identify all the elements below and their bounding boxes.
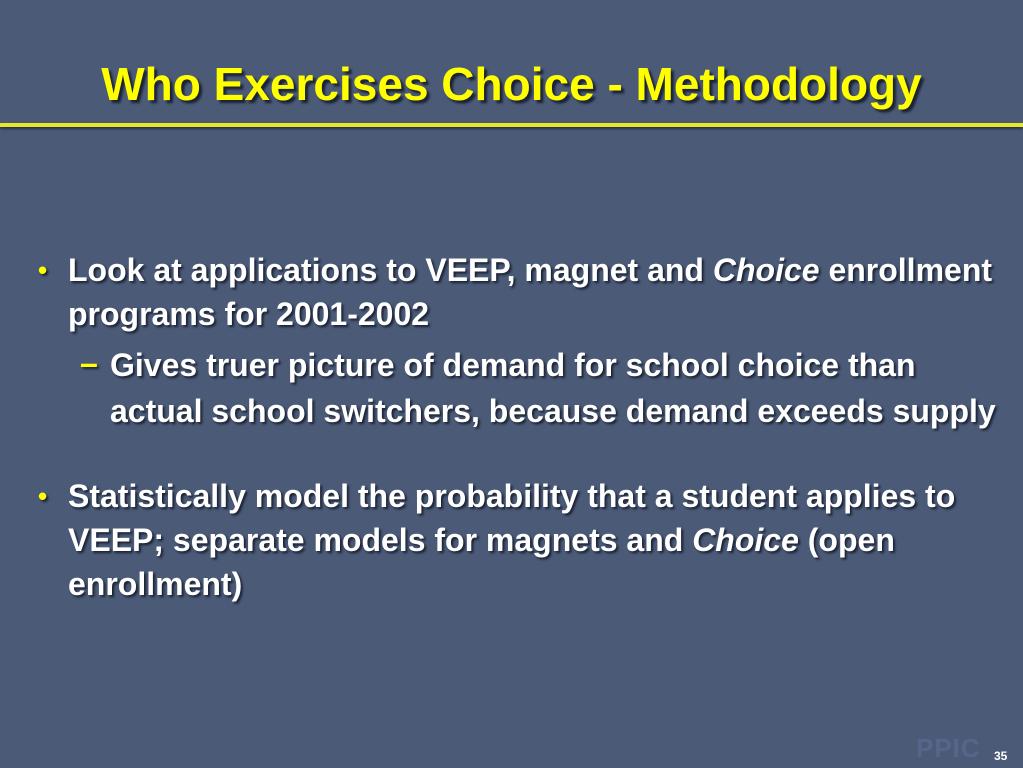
title-underline bbox=[0, 123, 1023, 127]
bullet-text-continued: (open enrollment) bbox=[68, 522, 895, 602]
slide-title: Who Exercises Choice - Methodology bbox=[101, 58, 922, 110]
bullet-text: Look at applications to VEEP, magnet and bbox=[68, 252, 713, 288]
sub-bullet-item bbox=[80, 342, 996, 434]
bullet-item bbox=[36, 248, 996, 336]
bullet-dot-icon: • bbox=[38, 255, 48, 285]
bullet-text-continued: enrollment programs for 2001-2002 bbox=[68, 252, 993, 332]
bullet-dot-icon: • bbox=[38, 481, 48, 511]
dash-icon: – bbox=[80, 345, 98, 381]
bullet-text: Statistically model the probability that a student applies to VEEP; separate models for magnets and bbox=[68, 478, 956, 558]
sub-bullet-text: Gives truer picture of demand for school choice than actual school switchers, because demand exceeds supply bbox=[110, 347, 996, 429]
ppic-logo: PPIC bbox=[916, 733, 981, 763]
bullet-emphasis: Choice bbox=[692, 522, 799, 558]
page-number: 35 bbox=[994, 749, 1008, 763]
slide-content bbox=[36, 248, 996, 606]
bullet-item bbox=[36, 474, 996, 606]
bullet-emphasis: Choice bbox=[712, 252, 820, 288]
